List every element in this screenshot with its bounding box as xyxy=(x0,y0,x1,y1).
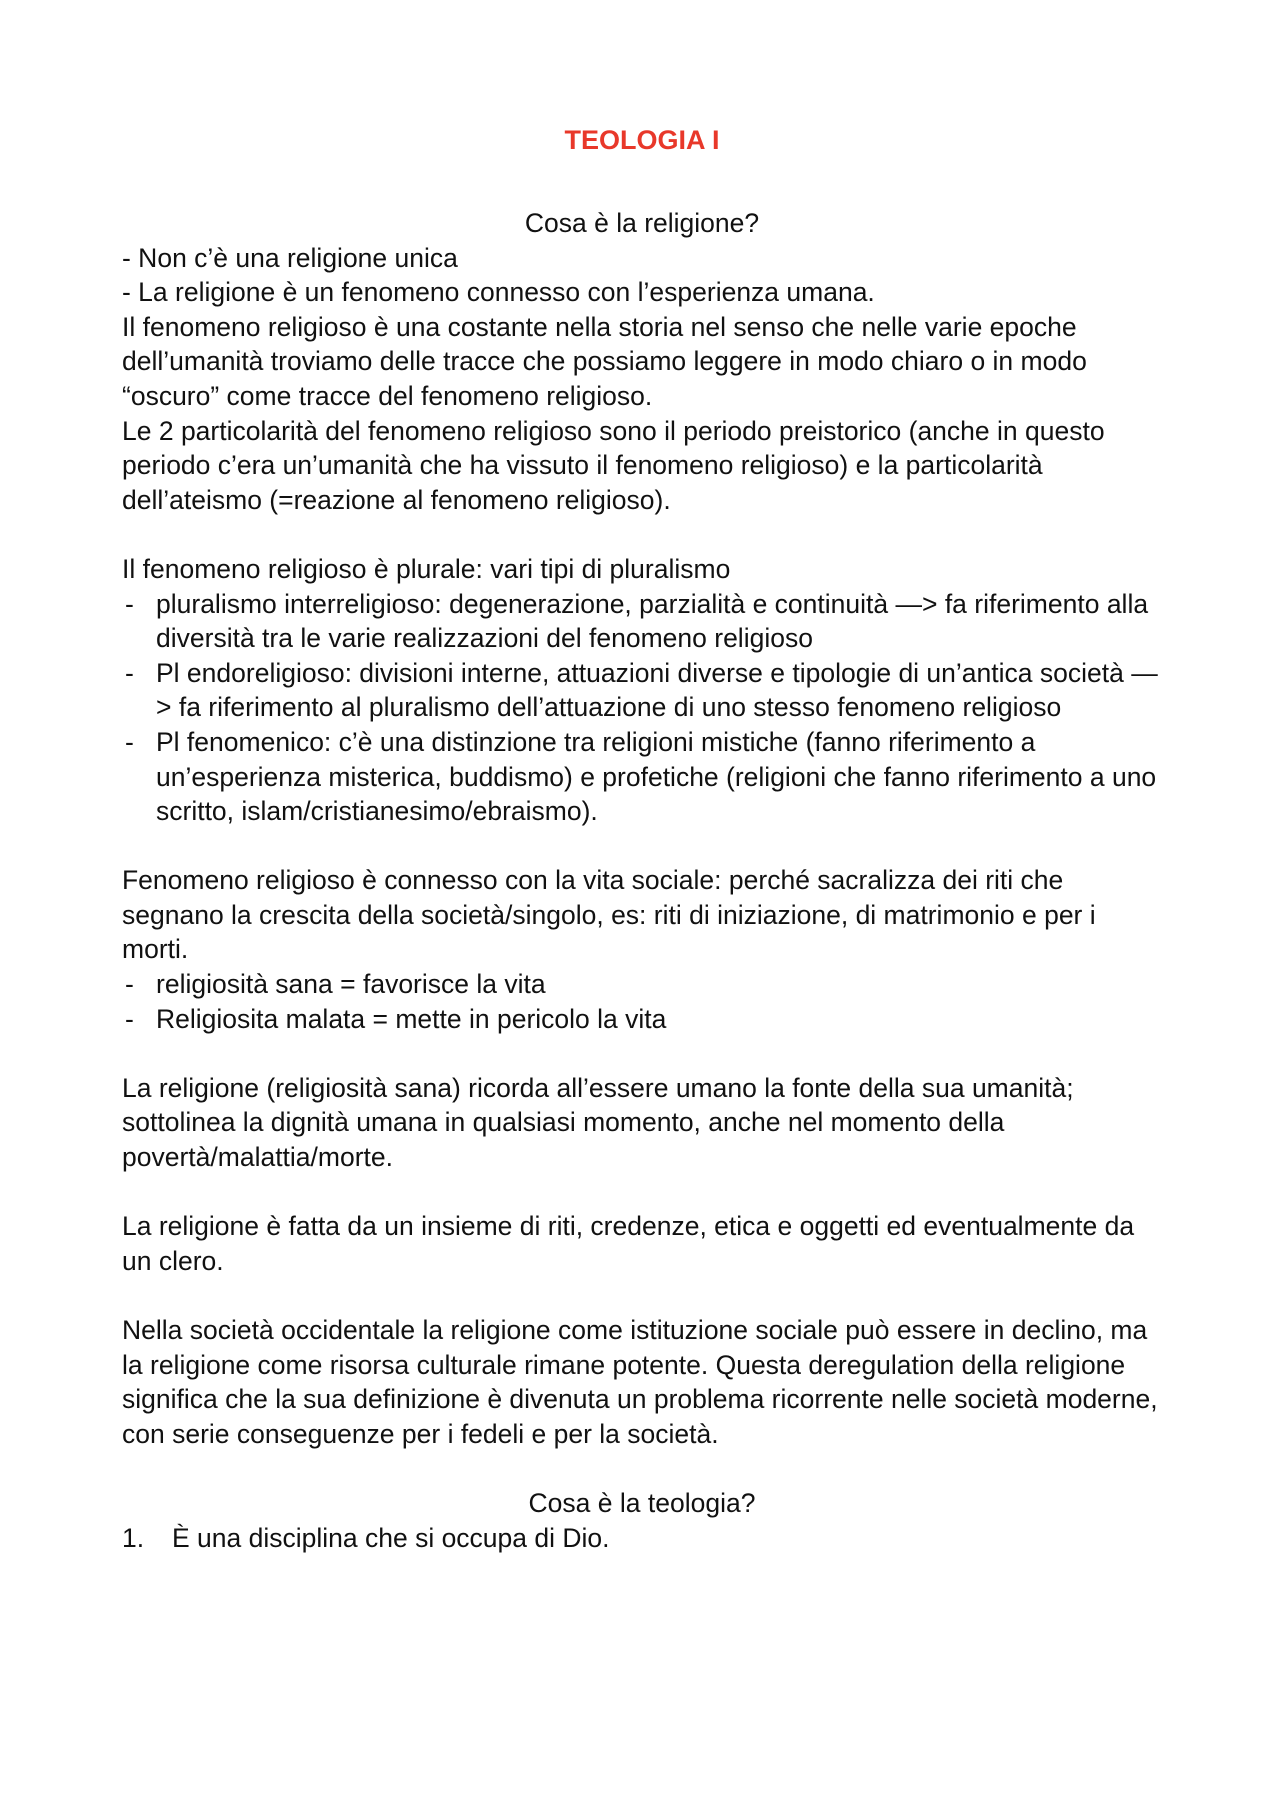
section-heading-religione: Cosa è la religione? xyxy=(524,208,760,238)
list-item-text: Pl fenomenico: c’è una distinzione tra religioni mistiche (fanno riferimento a un’esperienza misterica, buddismo) e profetiche (religioni che fanno riferimento a uno scritto, islam/cristianesimo/ebraismo). xyxy=(156,726,1157,827)
paragraph: Il fenomeno religioso è una costante nella storia nel senso che nelle varie epoche dell’umanità troviamo delle tracce che possiamo leggere in modo chiaro o in modo “oscuro” come tracce del fenomeno religioso. xyxy=(122,311,1087,411)
list-marker: - xyxy=(125,657,134,688)
paragraph: La religione (religiosità sana) ricorda all’essere umano la fonte della sua umanità; sottolinea la dignità umana in qualsiasi momento, anche nel momento della povertà/malattia/morte. xyxy=(122,1072,1074,1173)
list-item xyxy=(122,587,1162,656)
spacer xyxy=(122,1175,1162,1210)
pluralism-list xyxy=(122,587,1162,829)
document-body xyxy=(122,206,1162,1555)
list-item xyxy=(122,1002,1162,1037)
list-marker: - xyxy=(125,588,134,619)
list-item-text: Religiosita malata = mette in pericolo la vita xyxy=(156,1003,667,1034)
religiosity-list xyxy=(122,967,1162,1036)
list-marker: - xyxy=(125,1003,134,1034)
paragraph: Fenomeno religioso è connesso con la vita sociale: perché sacralizza dei riti che segnano la crescita della società/singolo, es: riti di iniziazione, di matrimonio e per i morti. xyxy=(122,865,1096,965)
dash-line: - La religione è un fenomeno connesso con l’esperienza umana. xyxy=(122,277,875,308)
list-marker: - xyxy=(125,726,134,757)
list-item-text: Pl endoreligioso: divisioni interne, attuazioni diverse e tipologie di un’antica società —> fa riferimento al pluralismo dell’attuazione di uno stesso fenomeno religioso xyxy=(156,657,1158,723)
document-page xyxy=(122,122,1162,1555)
teologia-list xyxy=(122,1521,1162,1556)
list-item xyxy=(122,656,1162,725)
list-item xyxy=(122,967,1162,1002)
list-item-text: religiosità sana = favorisce la vita xyxy=(156,969,546,1000)
section-heading-teologia: Cosa è la teologia? xyxy=(528,1487,756,1518)
paragraph: Nella società occidentale la religione come istituzione sociale può essere in declino, ma la religione come risorsa culturale rimane potente. Questa deregulation della religione significa che la sua definizione è divenuta un problema ricorrente nelle società moderne, con serie conseguenze per i fedeli e per la società. xyxy=(122,1315,1158,1449)
paragraph: La religione è fatta da un insieme di riti, credenze, etica e oggetti ed eventualmente da un clero. xyxy=(122,1211,1135,1276)
dash-line: - Non c’è una religione unica xyxy=(122,242,458,273)
spacer xyxy=(122,1278,1162,1313)
spacer xyxy=(122,517,1162,552)
document-title: TEOLOGIA I xyxy=(564,125,720,155)
spacer xyxy=(122,1451,1162,1486)
list-marker: 1. xyxy=(122,1522,145,1553)
spacer xyxy=(122,829,1162,864)
list-item-text: pluralismo interreligioso: degenerazione, parzialità e continuità —> fa riferimento alla diversità tra le varie realizzazioni del fenomeno religioso xyxy=(156,588,1149,654)
list-item xyxy=(122,725,1162,829)
paragraph: Le 2 particolarità del fenomeno religioso sono il periodo preistorico (anche in questo periodo c’era un’umanità che ha vissuto il fenomeno religioso) e la particolarità dell’ateismo (=reazione al fenomeno religioso). xyxy=(122,415,1105,515)
paragraph: Il fenomeno religioso è plurale: vari tipi di pluralismo xyxy=(122,553,731,584)
list-item-text: È una disciplina che si occupa di Dio. xyxy=(172,1522,610,1553)
spacer xyxy=(122,1036,1162,1071)
list-marker: - xyxy=(125,969,134,1000)
list-item xyxy=(122,1521,1162,1556)
